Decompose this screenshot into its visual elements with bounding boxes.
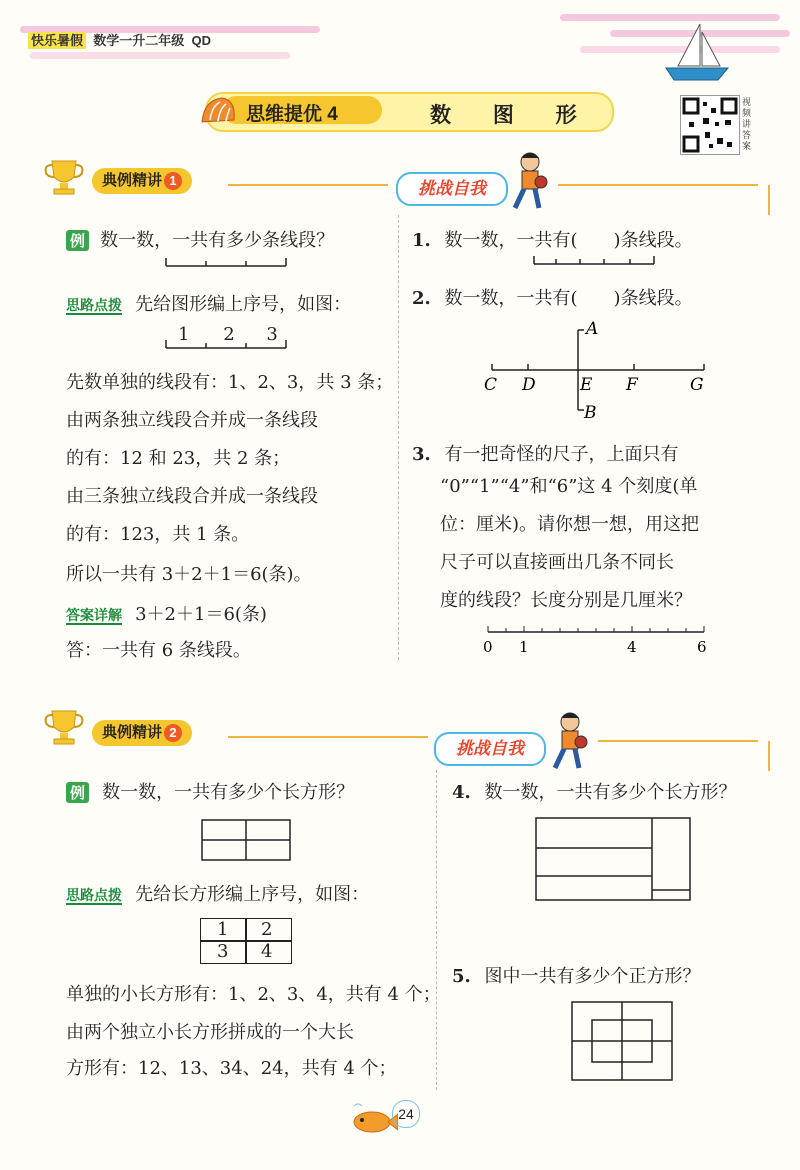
segment-label: 3 bbox=[266, 324, 278, 345]
example-segment-figure bbox=[160, 254, 292, 272]
q2-line-figure bbox=[478, 318, 718, 426]
section2-challenge: 挑战自我 bbox=[434, 732, 546, 766]
hint-tag: 思路点拨 bbox=[66, 297, 122, 313]
section2-heading: 典例精讲 2 bbox=[92, 720, 192, 746]
question-text: 尺子可以直接画出几条不同长 bbox=[440, 552, 674, 573]
hint-tag: 思路点拨 bbox=[66, 887, 122, 903]
ruler-label: 4 bbox=[627, 638, 637, 656]
question-number: 4. bbox=[452, 782, 471, 803]
solution-line: 单独的小长方形有：1、2、3、4，共有 4 个； bbox=[66, 984, 441, 1005]
q4-rect-figure bbox=[534, 816, 694, 904]
solution-line: 方形有：12、13、34、24，共有 4 个； bbox=[66, 1058, 397, 1079]
section2-line bbox=[228, 736, 428, 738]
segment-label: 2 bbox=[223, 324, 235, 345]
question-number: 2. bbox=[412, 288, 431, 309]
point-label-b: B bbox=[584, 403, 597, 423]
question-3 bbox=[412, 440, 679, 466]
hint-text: 先给长方形编上序号，如图： bbox=[135, 884, 370, 905]
solution-line: 的有：123，共 1 条。 bbox=[66, 524, 250, 545]
question-text: 度的线段？长度分别是几厘米？ bbox=[440, 590, 692, 611]
question-text: “0”“1”“4”和“6”这 4 个刻度(单 bbox=[440, 476, 698, 497]
shell-icon bbox=[198, 94, 238, 128]
answer-detail bbox=[66, 600, 267, 626]
point-label-a: A bbox=[586, 319, 599, 339]
question-text: 图中一共有多少个正方形？ bbox=[484, 966, 701, 987]
question-2 bbox=[412, 284, 693, 310]
qr-caption: 视频讲答案 bbox=[742, 97, 752, 151]
question-number: 3. bbox=[412, 444, 431, 465]
boy-kicking-icon bbox=[545, 710, 595, 780]
solution-line: 由两条独立线段合并成一条线段 bbox=[66, 410, 318, 431]
solution-line: 先数单独的线段有：1、2、3，共 3 条； bbox=[66, 372, 394, 393]
header-stripe-2 bbox=[30, 52, 290, 59]
solution-line: 的有：12 和 23，共 2 条； bbox=[66, 448, 291, 469]
example-question: 数一数，一共有多少条线段？ bbox=[100, 230, 335, 251]
section1-line-right bbox=[558, 184, 758, 186]
question-text: 有一把奇怪的尺子，上面只有 bbox=[444, 444, 679, 465]
ruler-label: 0 bbox=[483, 638, 493, 656]
sailboat-icon bbox=[662, 22, 732, 82]
trophy-icon bbox=[42, 157, 86, 197]
q1-segment-figure bbox=[530, 254, 660, 270]
topic-title: 数 图 形 bbox=[430, 104, 595, 127]
question-text: 数一数，一共有多少个长方形？ bbox=[484, 782, 737, 803]
q5-square-figure bbox=[570, 1000, 678, 1084]
point-label-e: E bbox=[580, 375, 593, 395]
example-tag: 例 bbox=[66, 230, 89, 251]
question-text: 位：厘米)。请你想一想，用这把 bbox=[440, 514, 700, 535]
ruler-figure bbox=[482, 624, 718, 660]
point-label-g: G bbox=[690, 375, 704, 395]
section1-divider bbox=[398, 215, 399, 660]
point-label-c: C bbox=[484, 375, 498, 395]
question-text: 数一数，一共有( )条线段。 bbox=[444, 288, 693, 309]
answer-text: 答：一共有 6 条线段。 bbox=[66, 640, 251, 661]
rect-label: 3 bbox=[217, 941, 229, 962]
section1-line bbox=[228, 184, 388, 186]
section2-hint bbox=[66, 880, 369, 906]
segment-label: 1 bbox=[178, 324, 190, 345]
point-label-d: D bbox=[522, 375, 536, 395]
trophy-icon bbox=[42, 707, 86, 747]
question-number: 1. bbox=[412, 230, 431, 251]
section1-hint bbox=[66, 290, 351, 316]
question-1 bbox=[412, 226, 693, 252]
boy-kicking-icon bbox=[505, 150, 555, 220]
section1-example bbox=[66, 226, 334, 252]
section1-corner bbox=[768, 185, 770, 215]
section-title: 思维提优 4 bbox=[246, 104, 338, 125]
section1-challenge: 挑战自我 bbox=[396, 172, 508, 206]
ruler-label: 6 bbox=[697, 638, 707, 656]
section1-heading: 典例精讲 1 bbox=[92, 168, 192, 194]
rect-label: 2 bbox=[261, 919, 273, 940]
question-5 bbox=[452, 962, 701, 988]
answer-formula: 3＋2＋1＝6(条) bbox=[135, 604, 267, 625]
fish-icon bbox=[350, 1100, 398, 1136]
rect-label: 1 bbox=[217, 919, 229, 940]
hint-text: 先给图形编上序号，如图： bbox=[135, 294, 352, 315]
solution-line: 由三条独立线段合并成一条线段 bbox=[66, 486, 318, 507]
rect-label: 4 bbox=[261, 941, 273, 962]
ruler-label: 1 bbox=[519, 638, 529, 656]
question-4 bbox=[452, 778, 737, 804]
point-label-f: F bbox=[626, 375, 638, 395]
question-number: 5. bbox=[452, 966, 471, 987]
header-brand: 快乐暑假 数学一升二年级 QD bbox=[28, 30, 211, 49]
section2-example bbox=[66, 778, 354, 804]
section2-corner bbox=[768, 741, 770, 771]
example-question: 数一数，一共有多少个长方形？ bbox=[102, 782, 355, 803]
numbered-segment-figure bbox=[160, 338, 292, 356]
answer-tag: 答案详解 bbox=[66, 607, 122, 623]
example-rect-figure bbox=[200, 818, 294, 864]
question-text: 数一数，一共有( )条线段。 bbox=[444, 230, 693, 251]
qr-code[interactable] bbox=[680, 95, 740, 155]
solution-line: 所以一共有 3＋2＋1＝6(条)。 bbox=[66, 564, 312, 585]
page-number: 24 bbox=[392, 1100, 420, 1128]
example-tag: 例 bbox=[66, 782, 89, 803]
header-stripe-right bbox=[560, 14, 780, 21]
solution-line: 由两个独立小长方形拼成的一个大长 bbox=[66, 1022, 354, 1043]
section2-line-right bbox=[598, 740, 758, 742]
numbered-rect-figure bbox=[200, 918, 292, 964]
section2-divider bbox=[436, 770, 437, 1090]
